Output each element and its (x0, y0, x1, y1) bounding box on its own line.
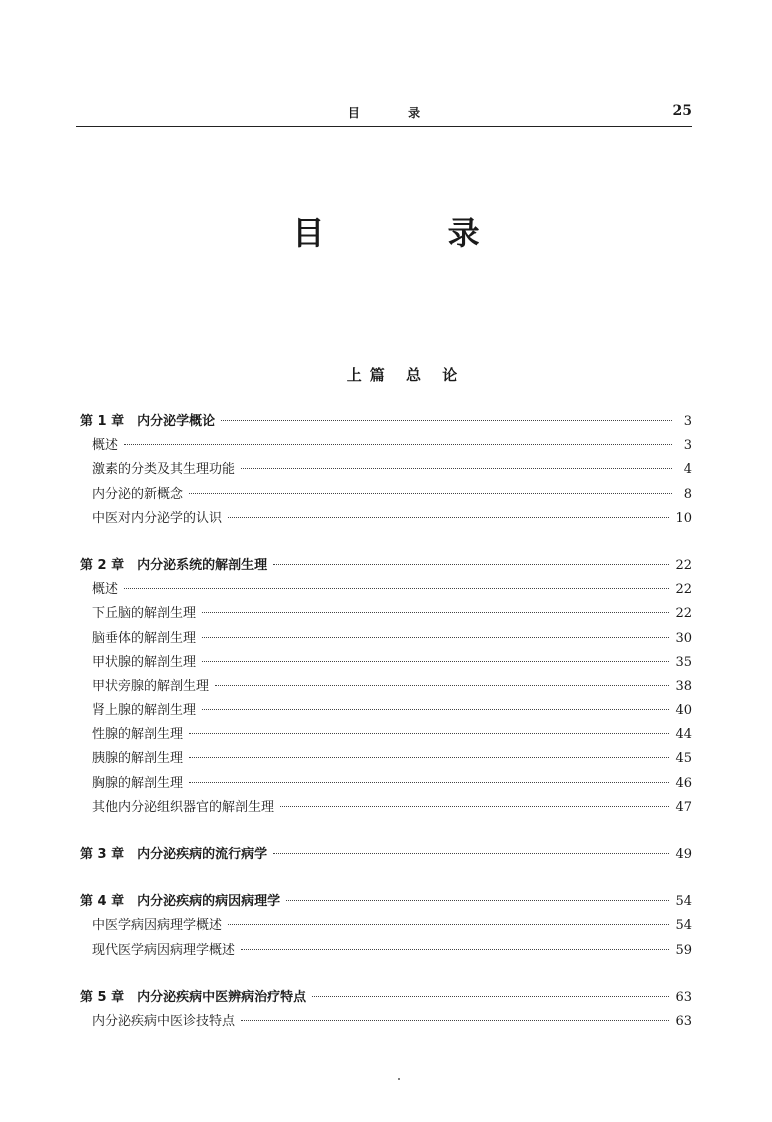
toc-entry[interactable] (80, 602, 692, 626)
toc-entry[interactable] (80, 578, 692, 602)
toc-entry-label: 中医对内分泌学的认识 (92, 510, 223, 526)
page-title: 目 录 (292, 214, 536, 252)
part-title: 上篇 总 论 (346, 366, 466, 384)
toc-entry-label: 内分泌疾病中医诊技特点 (92, 1013, 236, 1029)
toc-entry[interactable] (80, 458, 692, 482)
toc-page-number: 22 (675, 557, 692, 573)
toc-entry[interactable] (80, 675, 692, 699)
toc-chapter (80, 890, 692, 963)
toc-chapter (80, 410, 692, 531)
running-title: 目 录 (347, 106, 443, 120)
toc-chapter-heading[interactable] (80, 986, 692, 1010)
dot-leader (189, 733, 669, 734)
toc-page-number: 3 (683, 438, 692, 454)
dot-leader (124, 444, 672, 445)
dot-leader (215, 685, 669, 686)
toc-entry[interactable] (80, 747, 692, 771)
toc-entry-label: 其他内分泌组织器官的解剖生理 (92, 799, 275, 815)
toc-entry-label: 概述 (92, 438, 119, 454)
toc-page-number: 40 (675, 703, 692, 719)
dot-leader (241, 1020, 669, 1021)
dot-leader (202, 637, 669, 638)
toc-entry[interactable] (80, 914, 692, 938)
toc-entry[interactable] (80, 434, 692, 458)
dot-leader (202, 612, 669, 613)
dot-leader (189, 757, 669, 758)
toc-chapter-heading[interactable] (80, 890, 692, 914)
toc-page-number: 46 (675, 775, 692, 791)
toc-page-number: 59 (675, 942, 692, 958)
toc-chapter-heading[interactable] (80, 554, 692, 578)
toc-entry-label: 脑垂体的解剖生理 (92, 630, 197, 646)
toc-entry[interactable] (80, 483, 692, 507)
dot-leader (189, 782, 669, 783)
toc-entry[interactable] (80, 723, 692, 747)
dot-leader (228, 924, 669, 925)
toc-page-number: 47 (675, 799, 692, 815)
toc-entry[interactable] (80, 1010, 692, 1034)
dot-leader (280, 806, 669, 807)
toc-entry[interactable] (80, 699, 692, 723)
dot-leader (273, 853, 669, 854)
toc-page-number: 63 (675, 1013, 692, 1029)
toc-page-number: 45 (675, 751, 692, 767)
table-of-contents (80, 410, 692, 1057)
dot-leader (228, 517, 669, 518)
dot-leader (202, 709, 669, 710)
toc-entry-label: 下丘脑的解剖生理 (92, 606, 197, 622)
dot-leader (241, 949, 669, 950)
toc-entry-label: 内分泌的新概念 (92, 486, 184, 502)
toc-chapter (80, 554, 692, 820)
dot-leader (202, 661, 669, 662)
toc-entry-label: 第 5 章 内分泌疾病中医辨病治疗特点 (80, 989, 307, 1005)
toc-entry-label: 第 2 章 内分泌系统的解剖生理 (80, 557, 268, 573)
toc-entry-label: 中医学病因病理学概述 (92, 918, 223, 934)
toc-entry-label: 肾上腺的解剖生理 (92, 703, 197, 719)
toc-entry[interactable] (80, 651, 692, 675)
toc-entry-label: 甲状腺的解剖生理 (92, 654, 197, 670)
toc-chapter (80, 986, 692, 1034)
running-header (76, 100, 692, 127)
dot-leader (241, 468, 672, 469)
toc-entry-label: 现代医学病因病理学概述 (92, 942, 236, 958)
dot-leader (273, 564, 669, 565)
toc-chapter (80, 843, 692, 867)
toc-page-number: 54 (675, 918, 692, 934)
toc-page-number: 22 (675, 606, 692, 622)
toc-entry-label: 第 4 章 内分泌疾病的病因病理学 (80, 894, 281, 910)
page-number: 25 (672, 103, 692, 119)
toc-entry[interactable] (80, 772, 692, 796)
dot-leader (312, 996, 669, 997)
toc-page-number: 54 (675, 894, 692, 910)
toc-entry[interactable] (80, 796, 692, 820)
toc-page-number: 30 (675, 630, 692, 646)
toc-entry-label: 第 1 章 内分泌学概论 (80, 414, 216, 429)
dot-leader (124, 588, 669, 589)
dot-leader (221, 420, 672, 421)
scan-speck (398, 1078, 400, 1080)
toc-entry[interactable] (80, 939, 692, 963)
toc-chapter-heading[interactable] (80, 843, 692, 867)
toc-entry-label: 激素的分类及其生理功能 (92, 462, 236, 478)
toc-page-number: 49 (675, 847, 692, 862)
toc-page-number: 10 (675, 510, 692, 526)
toc-page-number: 8 (683, 486, 692, 502)
toc-page-number: 4 (683, 462, 692, 478)
toc-entry-label: 第 3 章 内分泌疾病的流行病学 (80, 847, 268, 862)
dot-leader (286, 900, 669, 901)
toc-page-number: 35 (675, 654, 692, 670)
toc-page-number: 44 (675, 727, 692, 743)
toc-entry[interactable] (80, 627, 692, 651)
toc-entry-label: 胸腺的解剖生理 (92, 775, 184, 791)
toc-entry-label: 胰腺的解剖生理 (92, 751, 184, 767)
toc-entry-label: 甲状旁腺的解剖生理 (92, 678, 210, 694)
toc-entry-label: 概述 (92, 582, 119, 598)
toc-entry-label: 性腺的解剖生理 (92, 727, 184, 743)
toc-entry[interactable] (80, 507, 692, 531)
dot-leader (189, 493, 672, 494)
toc-page-number: 3 (683, 414, 692, 429)
toc-chapter-heading[interactable] (80, 410, 692, 434)
toc-page-number: 38 (675, 678, 692, 694)
toc-page-number: 22 (675, 582, 692, 598)
toc-page-number: 63 (675, 989, 692, 1005)
